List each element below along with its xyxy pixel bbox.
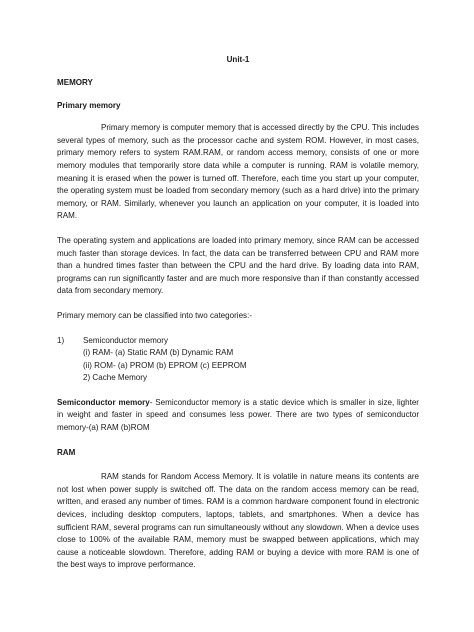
list-item-label: Semiconductor memory (83, 335, 168, 345)
list-subitem-text: (i) RAM- (a) Static RAM (b) Dynamic RAM (83, 348, 234, 358)
classification-list (57, 335, 419, 385)
loading-paragraph: The operating system and applications are loaded into primary memory, since RAM can be accessed much faster than storage devices. In fact, the data can be transferred between CPU and RAM more than a hundred times faster than between the CPU and the hard drive. By loading data into RAM, programs can run significantly faster and are much more responsive than if than constantly accessed data from secondary memory. (57, 235, 419, 296)
list-subitem (57, 347, 419, 360)
unit-title: Unit-1 (226, 55, 250, 64)
semiconductor-paragraph (57, 397, 419, 435)
document-body (57, 54, 419, 572)
list-item (57, 335, 419, 348)
semiconductor-term: Semiconductor memory (57, 397, 150, 407)
list-number: 2) (83, 373, 91, 383)
section-heading: MEMORY (57, 78, 93, 87)
list-number: 1) (57, 335, 65, 345)
list-subitem-text: (ii) ROM- (a) PROM (b) EPROM (c) EEPROM (83, 360, 247, 370)
list-subitem (57, 360, 419, 373)
primary-memory-paragraph: Primary memory is computer memory that is accessed directly by the CPU. This includes several types of memory, such as the processor cache and system ROM. However, in most cases, primary memory refers to system RAM.RAM, or random access memory, consists of one or more memory modules that temporarily store data while a computer is running. RAM is volatile memory, meaning it is erased when the power is turned off. Therefore, each time you start up your computer, the operating system must be loaded from secondary memory (such as a hard drive) into the primary memory, or RAM. Similarly, whenever you launch an application on your computer, it is loaded into RAM. (57, 123, 419, 221)
semiconductor-text: - Semiconductor memory is a static device which is smaller in size, lighter in weight and faster in speed and consumes less power. There are two types of semiconductor memory-(a) RAM (b)ROM (57, 397, 419, 433)
ram-heading: RAM (57, 447, 76, 457)
primary-memory-heading: Primary memory (57, 100, 121, 110)
ram-paragraph: RAM stands for Random Access Memory. It is volatile in nature means its contents are not lost when power supply is switched off. The data on the random access memory can be read, written, and erased any number of times. RAM is a common hardware component found in electronic devices, including desktop computers, laptops, tablets, and smartphones. When a device has sufficient RAM, several programs can run simultaneously without any slowdown. When a device uses close to 100% of the available RAM, memory must be swapped between applications, which may cause a noticeable slowdown. Therefore, adding RAM or buying a device with more RAM is one of the best ways to improve performance. (57, 472, 419, 570)
list-item-label: Cache Memory (92, 373, 147, 383)
classification-line: Primary memory can be classified into two categories:- (57, 310, 252, 320)
list-item (57, 372, 419, 385)
